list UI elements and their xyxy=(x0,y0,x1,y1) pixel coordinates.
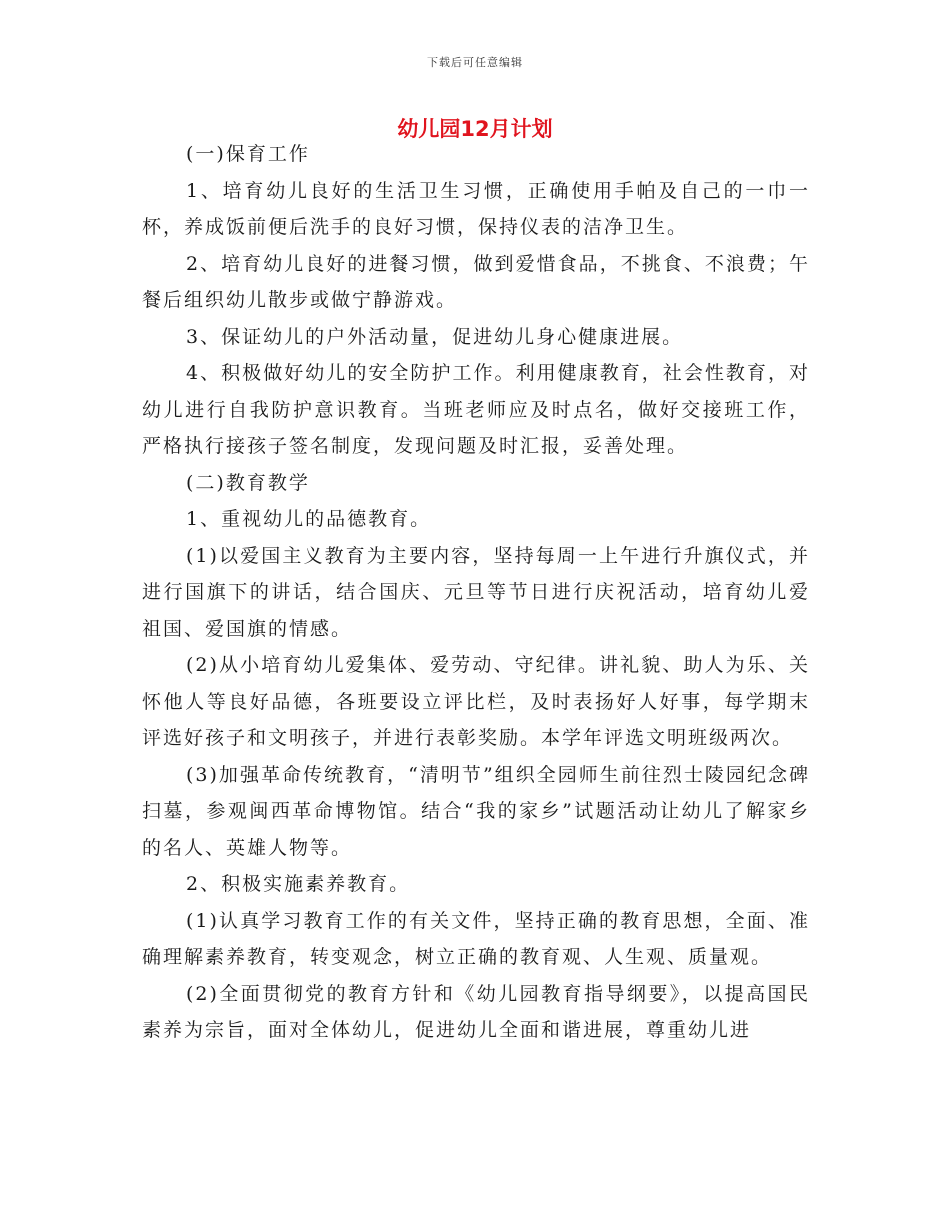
paragraph: (2)全面贯彻党的教育方针和《幼儿园教育指导纲要》，以提高国民素养为宗旨，面对全体幼儿，促进幼儿全面和谐进展，尊重幼儿进 xyxy=(142,982,810,1041)
paragraph: 2、培育幼儿良好的进餐习惯，做到爱惜食品，不挑食、不浪费；午餐后组织幼儿散步或做宁静游戏。 xyxy=(142,252,810,311)
header-note: 下载后可任意编辑 xyxy=(427,56,523,69)
paragraph: (3)加强革命传统教育，“清明节”组织全园师生前往烈士陵园纪念碑扫墓，参观闽西革命博物馆。结合“我的家乡”试题活动让幼儿了解家乡的名人、英雄人物等。 xyxy=(142,763,810,859)
paragraph: (2)从小培育幼儿爱集体、爱劳动、守纪律。讲礼貌、助人为乐、关怀他人等良好品德，各班要设立评比栏，及时表扬好人好事，每学期末评选好孩子和文明孩子，并进行表彰奖励。本学年评选文明班级两次。 xyxy=(142,654,810,749)
paragraph: (1)认真学习教育工作的有关文件，坚持正确的教育思想，全面、准确理解素养教育，转变观念，树立正确的教育观、人生观、质量观。 xyxy=(142,909,810,968)
section-heading: (一)保育工作 xyxy=(186,143,310,165)
document-title: 幼儿园12月计划 xyxy=(397,117,553,141)
document-body xyxy=(142,136,810,1049)
paragraph: 2、积极实施素养教育。 xyxy=(186,873,411,895)
section-heading: (二)教育教学 xyxy=(186,471,310,494)
paragraph: 4、积极做好幼儿的安全防护工作。利用健康教育，社会性教育，对幼儿进行自我防护意识教育。当班老师应及时点名，做好交接班工作，严格执行接孩子签名制度，发现问题及时汇报，妥善处理。 xyxy=(142,362,810,457)
paragraph: 1、重视幼儿的品德教育。 xyxy=(186,508,432,530)
paragraph: 3、保证幼儿的户外活动量，促进幼儿身心健康进展。 xyxy=(186,325,684,348)
paragraph: (1)以爱国主义教育为主要内容，坚持每周一上午进行升旗仪式，并进行国旗下的讲话，结合国庆、元旦等节日进行庆祝活动，培育幼儿爱祖国、爱国旗的情感。 xyxy=(142,544,810,640)
paragraph: 1、培育幼儿良好的生活卫生习惯，正确使用手帕及自己的一巾一杯，养成饭前便后洗手的良好习惯，保持仪表的洁净卫生。 xyxy=(142,179,810,238)
